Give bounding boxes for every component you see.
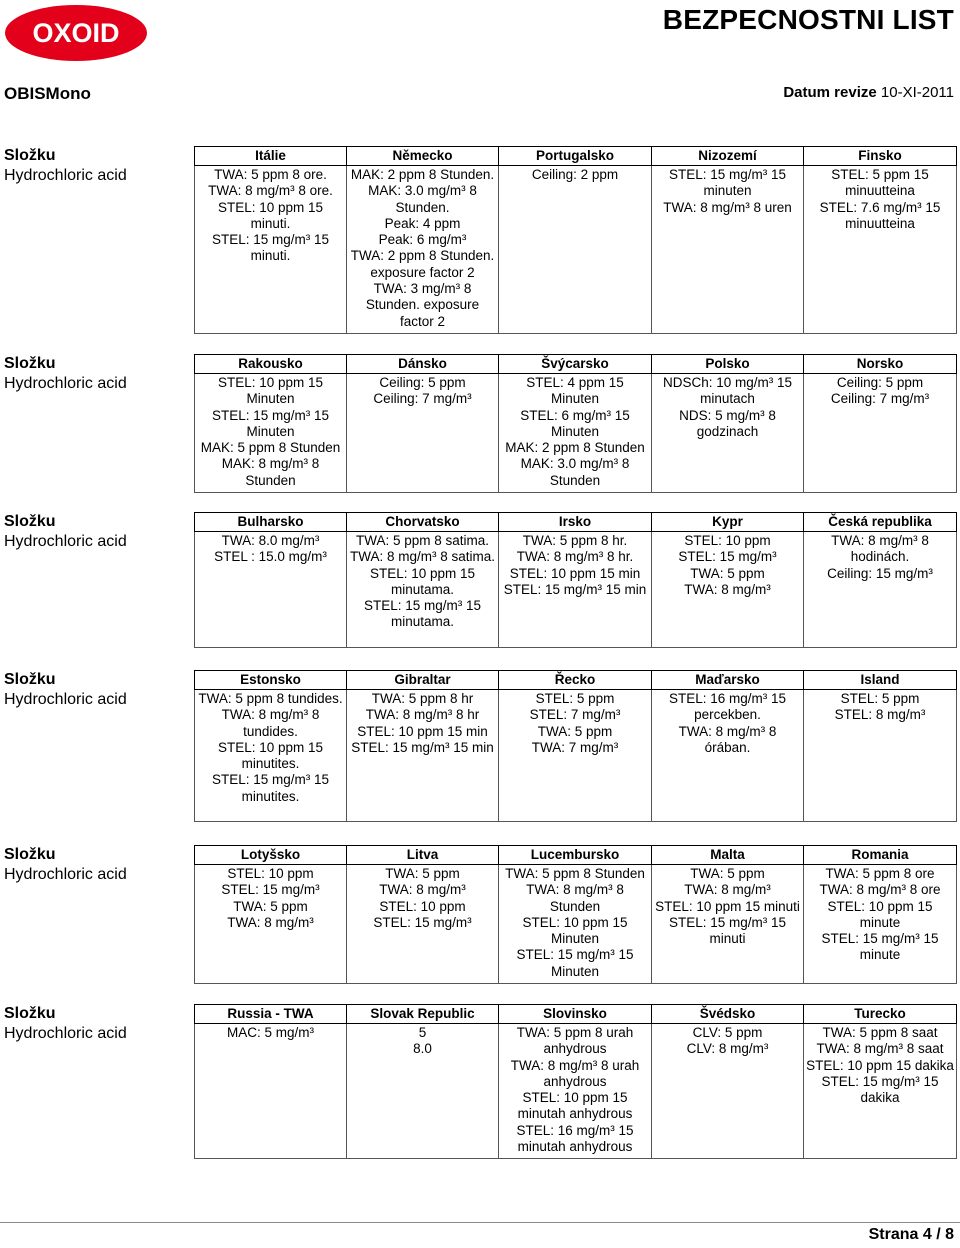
country-header: Švédsko xyxy=(652,1005,804,1024)
limit-cell: STEL: 5 ppm STEL: 8 mg/m³ xyxy=(804,690,957,822)
limit-cell: TWA: 5 ppm TWA: 8 mg/m³ STEL: 10 ppm STEL: 15 mg/m³ xyxy=(347,865,499,984)
component-label xyxy=(4,670,127,710)
country-header: Norsko xyxy=(804,355,957,374)
component-name: Hydrochloric acid xyxy=(4,167,127,184)
limit-cell: TWA: 5 ppm 8 hr. TWA: 8 mg/m³ 8 hr. STEL: 10 ppm 15 min STEL: 15 mg/m³ 15 min xyxy=(499,532,652,648)
exposure-table xyxy=(194,1004,957,1159)
country-header: Romania xyxy=(804,846,957,865)
country-header: Gibraltar xyxy=(347,671,499,690)
limit-cell: CLV: 5 ppm CLV: 8 mg/m³ xyxy=(652,1024,804,1159)
limit-cell: TWA: 5 ppm TWA: 8 mg/m³ STEL: 10 ppm 15 minuti STEL: 15 mg/m³ 15 minuti xyxy=(652,865,804,984)
component-label xyxy=(4,146,127,186)
limit-cell: TWA: 8 mg/m³ 8 hodinách. Ceiling: 15 mg/m³ xyxy=(804,532,957,648)
limit-cell: TWA: 5 ppm 8 urah anhydrous TWA: 8 mg/m³ 8 urah anhydrous STEL: 10 ppm 15 minutah anhydrous STEL: 16 mg/m³ 15 minutah anhydrous xyxy=(499,1024,652,1159)
country-header: Švýcarsko xyxy=(499,355,652,374)
country-header: Nizozemí xyxy=(652,147,804,166)
section-label: Složku xyxy=(4,147,56,164)
country-header: Estonsko xyxy=(195,671,347,690)
component-name: Hydrochloric acid xyxy=(4,1025,127,1042)
limit-cell: STEL: 16 mg/m³ 15 percekben. TWA: 8 mg/m³ 8 órában. xyxy=(652,690,804,822)
section-label: Složku xyxy=(4,1005,56,1022)
country-header: Malta xyxy=(652,846,804,865)
country-header: Itálie xyxy=(195,147,347,166)
limit-cell: STEL: 4 ppm 15 Minuten STEL: 6 mg/m³ 15 Minuten MAK: 2 ppm 8 Stunden MAK: 3.0 mg/m³ 8 Stunden xyxy=(499,374,652,493)
country-header: Lucembursko xyxy=(499,846,652,865)
limit-cell: Ceiling: 5 ppm Ceiling: 7 mg/m³ xyxy=(804,374,957,493)
footer-divider xyxy=(0,1222,960,1223)
limit-cell: MAC: 5 mg/m³ xyxy=(195,1024,347,1159)
revision-value: 10-XI-2011 xyxy=(880,84,954,101)
component-label xyxy=(4,354,127,394)
component-name: Hydrochloric acid xyxy=(4,375,127,392)
country-header: Island xyxy=(804,671,957,690)
exposure-table xyxy=(194,670,957,822)
exposure-table xyxy=(194,845,957,984)
country-header: Slovinsko xyxy=(499,1005,652,1024)
limit-cell: TWA: 5 ppm 8 saat TWA: 8 mg/m³ 8 saat STEL: 10 ppm 15 dakika STEL: 15 mg/m³ 15 dakika xyxy=(804,1024,957,1159)
limit-cell: TWA: 5 ppm 8 satima. TWA: 8 mg/m³ 8 satima. STEL: 10 ppm 15 minutama. STEL: 15 mg/m³ 15 minutama. xyxy=(347,532,499,648)
limit-cell: NDSCh: 10 mg/m³ 15 minutach NDS: 5 mg/m³ 8 godzinach xyxy=(652,374,804,493)
component-label xyxy=(4,845,127,885)
limit-cell: STEL: 5 ppm 15 minuutteina STEL: 7.6 mg/m³ 15 minuutteina xyxy=(804,166,957,334)
country-header: Chorvatsko xyxy=(347,513,499,532)
limit-cell: TWA: 5 ppm 8 tundides. TWA: 8 mg/m³ 8 tundides. STEL: 10 ppm 15 minutites. STEL: 15 mg/m³ 15 minutites. xyxy=(195,690,347,822)
limit-cell: 5 8.0 xyxy=(347,1024,499,1159)
product-name: OBISMono xyxy=(4,84,91,103)
revision-label: Datum revize xyxy=(783,84,877,101)
country-header: Turecko xyxy=(804,1005,957,1024)
country-header: Bulharsko xyxy=(195,513,347,532)
country-header: Finsko xyxy=(804,147,957,166)
limit-cell: STEL: 10 ppm STEL: 15 mg/m³ TWA: 5 ppm TWA: 8 mg/m³ xyxy=(195,865,347,984)
country-header: Portugalsko xyxy=(499,147,652,166)
document-title: BEZPECNOSTNI LIST xyxy=(662,4,954,35)
country-header: Kypr xyxy=(652,513,804,532)
exposure-table xyxy=(194,146,957,334)
country-header: Řecko xyxy=(499,671,652,690)
component-label xyxy=(4,1004,127,1044)
limit-cell: STEL: 10 ppm 15 Minuten STEL: 15 mg/m³ 15 Minuten MAK: 5 ppm 8 Stunden MAK: 8 mg/m³ 8 Stunden xyxy=(195,374,347,493)
country-header: Irsko xyxy=(499,513,652,532)
component-name: Hydrochloric acid xyxy=(4,866,127,883)
limit-cell: STEL: 15 mg/m³ 15 minuten TWA: 8 mg/m³ 8 uren xyxy=(652,166,804,334)
section-label: Složku xyxy=(4,671,56,688)
component-name: Hydrochloric acid xyxy=(4,691,127,708)
limit-cell: Ceiling: 5 ppm Ceiling: 7 mg/m³ xyxy=(347,374,499,493)
limit-cell: MAK: 2 ppm 8 Stunden. MAK: 3.0 mg/m³ 8 Stunden. Peak: 4 ppm Peak: 6 mg/m³ TWA: 2 ppm 8 Stunden. exposure factor 2 TWA: 3 mg/m³ 8 Stunden. exposure factor 2 xyxy=(347,166,499,334)
limit-cell: Ceiling: 2 ppm xyxy=(499,166,652,334)
country-header: Německo xyxy=(347,147,499,166)
limit-cell: STEL: 5 ppm STEL: 7 mg/m³ TWA: 5 ppm TWA: 7 mg/m³ xyxy=(499,690,652,822)
limit-cell: TWA: 5 ppm 8 hr TWA: 8 mg/m³ 8 hr STEL: 10 ppm 15 min STEL: 15 mg/m³ 15 min xyxy=(347,690,499,822)
country-header: Česká republika xyxy=(804,513,957,532)
country-header: Russia - TWA xyxy=(195,1005,347,1024)
limit-cell: TWA: 5 ppm 8 ore. TWA: 8 mg/m³ 8 ore. STEL: 10 ppm 15 minuti. STEL: 15 mg/m³ 15 minuti. xyxy=(195,166,347,334)
component-name: Hydrochloric acid xyxy=(4,533,127,550)
component-label xyxy=(4,512,127,552)
country-header: Dánsko xyxy=(347,355,499,374)
revision-date xyxy=(783,84,954,101)
limit-cell: TWA: 5 ppm 8 Stunden TWA: 8 mg/m³ 8 Stunden STEL: 10 ppm 15 Minuten STEL: 15 mg/m³ 15 Minuten xyxy=(499,865,652,984)
limit-cell: TWA: 8.0 mg/m³ STEL : 15.0 mg/m³ xyxy=(195,532,347,648)
page-number: Strana 4 / 8 xyxy=(868,1226,954,1243)
exposure-table xyxy=(194,354,957,493)
limit-cell: STEL: 10 ppm STEL: 15 mg/m³ TWA: 5 ppm TWA: 8 mg/m³ xyxy=(652,532,804,648)
country-header: Polsko xyxy=(652,355,804,374)
exposure-table xyxy=(194,512,957,648)
logo-text: OXOID xyxy=(32,18,120,48)
country-header: Lotyšsko xyxy=(195,846,347,865)
country-header: Rakousko xyxy=(195,355,347,374)
limit-cell: TWA: 5 ppm 8 ore TWA: 8 mg/m³ 8 ore STEL: 10 ppm 15 minute STEL: 15 mg/m³ 15 minute xyxy=(804,865,957,984)
section-label: Složku xyxy=(4,846,56,863)
section-label: Složku xyxy=(4,513,56,530)
section-label: Složku xyxy=(4,355,56,372)
oxoid-logo xyxy=(4,4,148,62)
country-header: Slovak Republic xyxy=(347,1005,499,1024)
country-header: Litva xyxy=(347,846,499,865)
country-header: Maďarsko xyxy=(652,671,804,690)
